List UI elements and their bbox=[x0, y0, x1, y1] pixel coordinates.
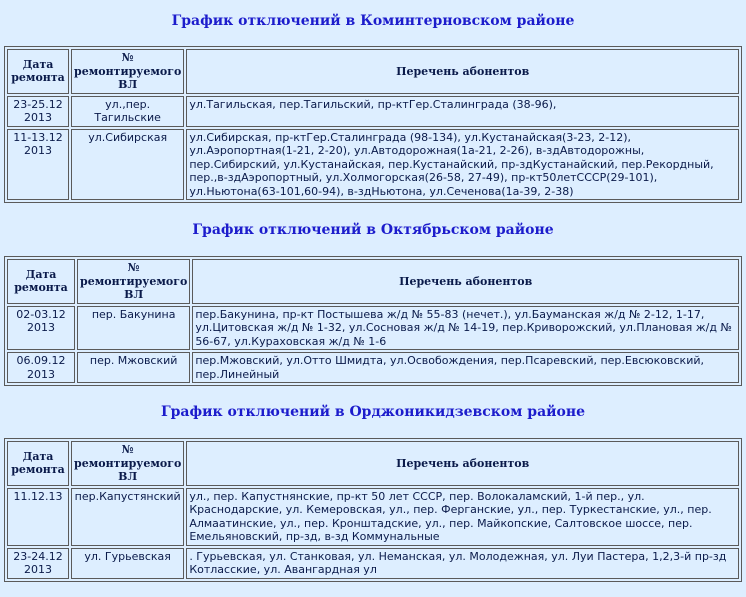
cell-subscribers: ул.Тагильская, пер.Тагильский, пр-ктГер.Сталинграда (38-96), bbox=[186, 96, 739, 127]
schedule-table-kominternovsky bbox=[4, 46, 742, 203]
table-row bbox=[7, 488, 739, 546]
table-row bbox=[7, 548, 739, 579]
header-list: Перечень абонентов bbox=[186, 441, 739, 486]
cell-subscribers: ул.Сибирская, пр-ктГер.Сталинграда (98-134), ул.Кустанайская(3-23, 2-12), ул.Аэропортная(1-21, 2-20), ул.Автодорожная(1а-21, 2-26), в-здАвтодорожны, пер.Сибирский, ул.Кустанайская, пер.Кустанайский, пр-здКустанайский, пер.Рекордный, пер.,в-здАэропортный, ул.Холмогорская(26-58, 27-49), пр-кт50летСССР(29-101), ул.Ньютона(63-101,60-94), в-здНьютона, ул.Сеченова(1а-39, 2-38) bbox=[186, 129, 739, 201]
cell-line: пер. Мжовский bbox=[77, 352, 190, 383]
schedule-table-oktyabrsky bbox=[4, 256, 742, 386]
header-date: Дата ремонта bbox=[7, 441, 69, 486]
table-row bbox=[7, 352, 739, 383]
cell-line: пер. Бакунина bbox=[77, 306, 190, 351]
table-row bbox=[7, 129, 739, 201]
cell-date: 23-24.12 2013 bbox=[7, 548, 69, 579]
header-line: № ремонтируемого ВЛ bbox=[77, 259, 190, 304]
table-header-row bbox=[7, 259, 739, 304]
header-date: Дата ремонта bbox=[7, 259, 75, 304]
cell-subscribers: ул., пер. Капустнянские, пр-кт 50 лет СССР, пер. Волокаламский, 1-й пер., ул. Краснодарские, ул. Кемеровская, ул., пер. Ферганские, ул., пер. Туркестанские, ул., пер. Алмаатинские, ул., пер. Кронштадские, ул., пер. Майкопские, Салтовское шоссе, пер. Емельяновский, пр-зд, в-зд Коммунальные bbox=[186, 488, 739, 546]
cell-date: 11.12.13 bbox=[7, 488, 69, 546]
section-title-oktyabrsky: График отключений в Октябрьском районе bbox=[192, 222, 554, 238]
cell-line: ул.Сибирская bbox=[71, 129, 184, 201]
table-header-row bbox=[7, 441, 739, 486]
header-line: № ремонтируемого ВЛ bbox=[71, 49, 184, 94]
cell-subscribers: пер.Бакунина, пр-кт Постышева ж/д № 55-83 (нечет.), ул.Бауманская ж/д № 2-12, 1-17, ул.Цитовская ж/д № 1-32, ул.Сосновая ж/д № 14-19, пер.Криворожский, ул.Плановая ж/д № 56-67, ул.Кураховская ж/д № 1-6 bbox=[192, 306, 739, 351]
header-line: № ремонтируемого ВЛ bbox=[71, 441, 184, 486]
table-row bbox=[7, 306, 739, 351]
cell-date: 06.09.12 2013 bbox=[7, 352, 75, 383]
header-list: Перечень абонентов bbox=[192, 259, 739, 304]
cell-date: 11-13.12 2013 bbox=[7, 129, 69, 201]
table-row bbox=[7, 96, 739, 127]
header-list: Перечень абонентов bbox=[186, 49, 739, 94]
cell-line: ул.,пер. Тагильские bbox=[71, 96, 184, 127]
section-title-kominternovsky: График отключений в Коминтерновском районе bbox=[171, 13, 575, 29]
cell-line: ул. Гурьевская bbox=[71, 548, 184, 579]
cell-subscribers: пер.Мжовский, ул.Отто Шмидта, ул.Освобождения, пер.Псаревский, пер.Евсюковский, пер.Линейный bbox=[192, 352, 739, 383]
section-title-ordzhonikidzevsky: График отключений в Орджоникидзевском районе bbox=[160, 404, 586, 420]
schedule-table-ordzhonikidzevsky bbox=[4, 438, 742, 582]
table-header-row bbox=[7, 49, 739, 94]
cell-line: пер.Капустянский bbox=[71, 488, 184, 546]
cell-date: 23-25.12 2013 bbox=[7, 96, 69, 127]
header-date: Дата ремонта bbox=[7, 49, 69, 94]
cell-subscribers: . Гурьевская, ул. Станковая, ул. Неманская, ул. Молодежная, ул. Луи Пастера, 1,2,3-й пр-зд Котласские, ул. Авангардная ул bbox=[186, 548, 739, 579]
cell-date: 02-03.12 2013 bbox=[7, 306, 75, 351]
